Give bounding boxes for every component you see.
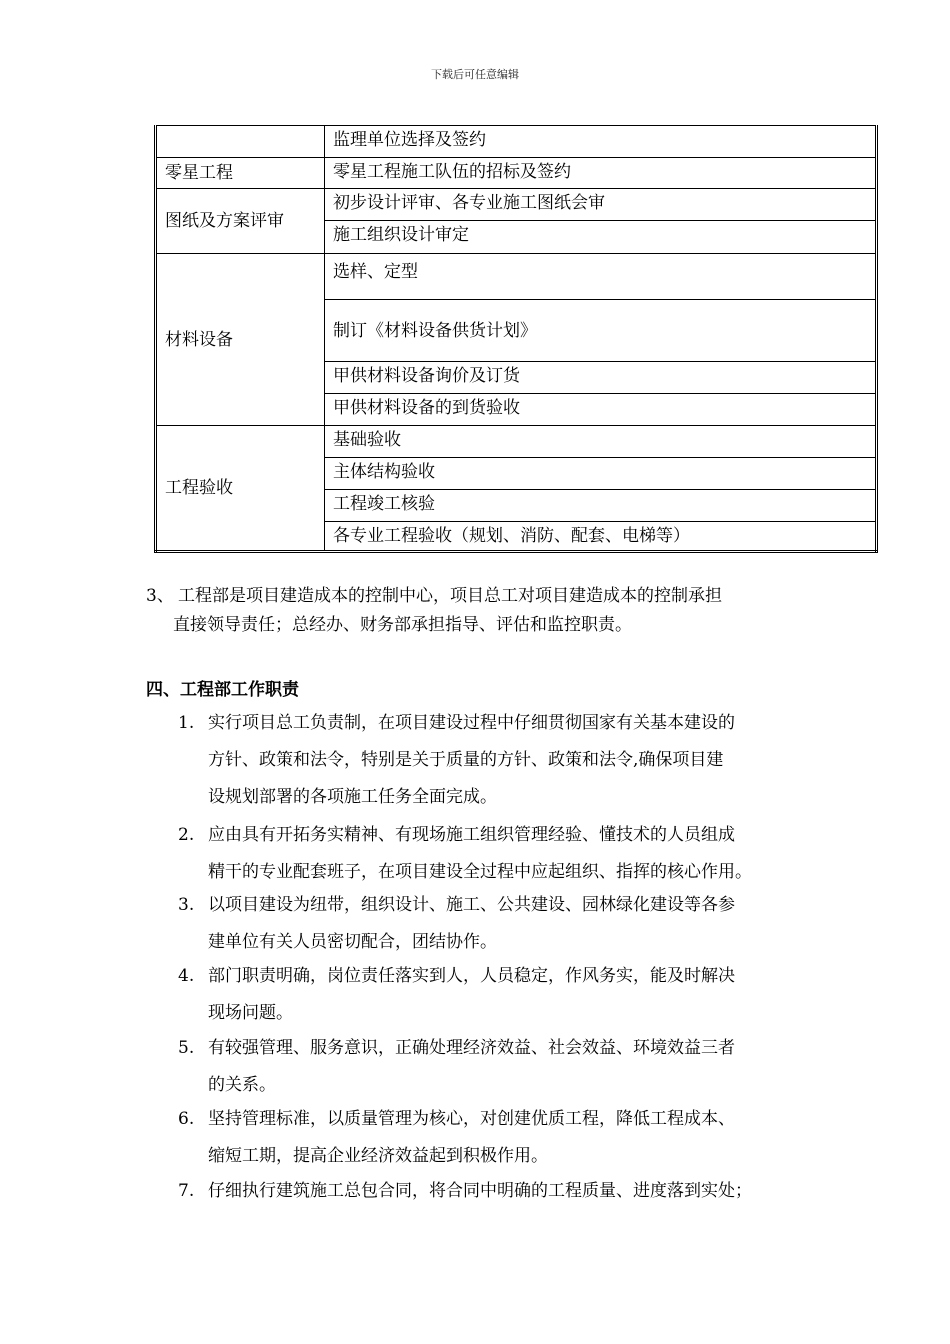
- duty-text: 部门职责明确，岗位责任落实到人，人员稳定，作风务实，能及时解决 现场问题。: [208, 966, 735, 1023]
- duty-item-6: [178, 1101, 828, 1175]
- table-cell-item: 基础验收: [325, 426, 877, 458]
- table-cell-item: 施工组织设计审定: [325, 221, 877, 254]
- table-cell-item: 监理单位选择及签约: [325, 126, 877, 158]
- duty-item-7: [178, 1173, 828, 1210]
- duty-text: 应由具有开拓务实精神、有现场施工组织管理经验、懂技术的人员组成 精干的专业配套班子，在项目建设全过程中应起组织、指挥的核心作用。: [208, 825, 752, 882]
- responsibility-table: [154, 125, 878, 553]
- paragraph-3: [146, 582, 816, 640]
- table-cell-category: 图纸及方案评审: [156, 189, 325, 254]
- duty-item-1: [178, 705, 828, 816]
- paragraph-3-text-1: 工程部是项目建造成本的控制中心，项目总工对项目建造成本的控制承担: [178, 586, 722, 606]
- table-cell-category: 材料设备: [156, 254, 325, 426]
- duty-number: 5.: [178, 1038, 195, 1058]
- duty-number: 1.: [178, 713, 195, 733]
- duty-number: 6.: [178, 1109, 195, 1129]
- duty-text: 坚持管理标准，以质量管理为核心，对创建优质工程，降低工程成本、 缩短工期，提高企业经济效益起到积极作用。: [208, 1109, 735, 1166]
- table-cell-category: 零星工程: [156, 158, 325, 189]
- section-title: 四、工程部工作职责: [146, 680, 299, 700]
- table-row: [156, 158, 877, 189]
- duty-number: 7.: [178, 1181, 195, 1201]
- table-row: [156, 126, 877, 158]
- table-cell-item: 甲供材料设备的到货验收: [325, 394, 877, 426]
- table-row: [156, 426, 877, 458]
- table-cell-item: 各专业工程验收（规划、消防、配套、电梯等）: [325, 522, 877, 552]
- duty-text: 仔细执行建筑施工总包合同，将合同中明确的工程质量、进度落到实处；: [208, 1181, 752, 1201]
- duty-item-4: [178, 958, 828, 1032]
- paragraph-3-number: 3、: [146, 586, 174, 606]
- table-cell-item: 工程竣工核验: [325, 490, 877, 522]
- table-row: [156, 254, 877, 300]
- table-cell-category: 工程验收: [156, 426, 325, 552]
- page-header: 下载后可任意编辑: [431, 68, 519, 81]
- duty-number: 4.: [178, 966, 195, 986]
- duty-number: 3.: [178, 895, 195, 915]
- table-cell-item: 选样、定型: [325, 254, 877, 300]
- paragraph-3-text-2: 直接领导责任；总经办、财务部承担指导、评估和监控职责。: [173, 615, 632, 635]
- duty-item-3: [178, 887, 828, 961]
- table-cell-item: 甲供材料设备询价及订货: [325, 362, 877, 394]
- table-cell-category: [156, 126, 325, 158]
- duty-number: 2.: [178, 825, 195, 845]
- duty-text: 实行项目总工负责制，在项目建设过程中仔细贯彻国家有关基本建设的 方针、政策和法令，特别是关于质量的方针、政策和法令,确保项目建 设规划部署的各项施工任务全面完成。: [208, 713, 735, 807]
- duty-text: 以项目建设为纽带，组织设计、施工、公共建设、园林绿化建设等各参 建单位有关人员密切配合，团结协作。: [208, 895, 735, 952]
- table-cell-item: 零星工程施工队伍的招标及签约: [325, 158, 877, 189]
- duty-item-2: [178, 817, 828, 891]
- duty-text: 有较强管理、服务意识，正确处理经济效益、社会效益、环境效益三者 的关系。: [208, 1038, 735, 1095]
- table-cell-item: 主体结构验收: [325, 458, 877, 490]
- table-row: [156, 189, 877, 221]
- duty-item-5: [178, 1030, 828, 1104]
- table-cell-item: 制订《材料设备供货计划》: [325, 300, 877, 362]
- paragraph-3-line-1: [146, 582, 816, 611]
- table-cell-item: 初步设计评审、各专业施工图纸会审: [325, 189, 877, 221]
